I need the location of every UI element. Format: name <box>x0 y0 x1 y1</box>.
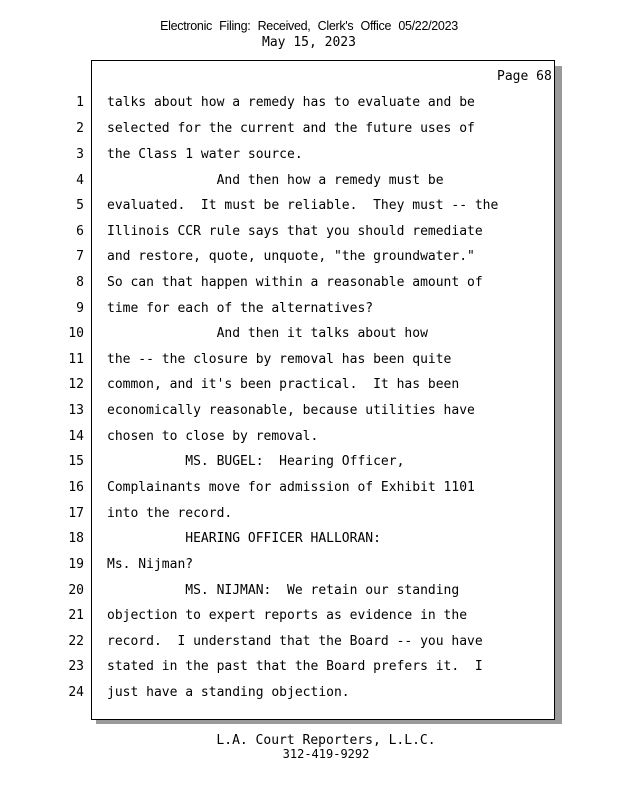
line-text: and restore, quote, unquote, "the groundwater." <box>107 249 475 264</box>
line-text: talks about how a remedy has to evaluate and be <box>107 95 475 110</box>
line-text: And then how a remedy must be <box>107 173 444 188</box>
line-text: time for each of the alternatives? <box>107 301 374 316</box>
line-number: 23 <box>68 659 84 674</box>
line-text: chosen to close by removal. <box>107 429 319 444</box>
line-number: 3 <box>76 147 84 162</box>
line-number: 16 <box>68 480 84 495</box>
line-text: just have a standing objection. <box>107 685 350 700</box>
line-number: 9 <box>76 301 84 316</box>
line-number: 2 <box>76 121 84 136</box>
transcript-date: May 15, 2023 <box>262 35 356 50</box>
reporter-company: L.A. Court Reporters, L.L.C. <box>216 733 436 748</box>
line-number: 24 <box>68 685 84 700</box>
line-text: stated in the past that the Board prefers it. I <box>107 659 483 674</box>
line-text: record. I understand that the Board -- you have <box>107 634 483 649</box>
line-text: selected for the current and the future uses of <box>107 121 475 136</box>
line-number: 19 <box>68 557 84 572</box>
line-text: Illinois CCR rule says that you should remediate <box>107 224 483 239</box>
line-text: objection to expert reports as evidence in the <box>107 608 468 623</box>
line-text: into the record. <box>107 506 233 521</box>
line-number: 20 <box>68 583 84 598</box>
line-text: evaluated. It must be reliable. They must -- the <box>107 198 499 213</box>
line-number: 18 <box>68 531 84 546</box>
line-text: the Class 1 water source. <box>107 147 303 162</box>
reporter-phone: 312-419-9292 <box>282 747 370 761</box>
line-text: common, and it's been practical. It has been <box>107 377 460 392</box>
line-number: 5 <box>76 198 84 213</box>
filing-stamp: Electronic Filing: Received, Clerk's Office 05/22/2023 <box>160 19 458 33</box>
line-number: 6 <box>76 224 84 239</box>
line-number: 17 <box>68 506 84 521</box>
line-text: the -- the closure by removal has been quite <box>107 352 452 367</box>
line-number: 14 <box>68 429 84 444</box>
line-number: 12 <box>68 377 84 392</box>
line-number: 8 <box>76 275 84 290</box>
page-number: Page 68 <box>497 69 552 84</box>
line-text: And then it talks about how <box>107 326 428 341</box>
line-number: 1 <box>76 95 84 110</box>
line-text: MS. NIJMAN: We retain our standing <box>107 583 460 598</box>
line-text: economically reasonable, because utilities have <box>107 403 475 418</box>
line-text: HEARING OFFICER HALLORAN: <box>107 531 381 546</box>
line-text: Complainants move for admission of Exhibit 1101 <box>107 480 475 495</box>
line-number: 21 <box>68 608 84 623</box>
line-number: 22 <box>68 634 84 649</box>
line-number: 15 <box>68 454 84 469</box>
line-number: 13 <box>68 403 84 418</box>
line-number: 10 <box>68 326 84 341</box>
line-number: 11 <box>68 352 84 367</box>
line-number: 4 <box>76 173 84 188</box>
line-text: Ms. Nijman? <box>107 557 194 572</box>
line-text: MS. BUGEL: Hearing Officer, <box>107 454 405 469</box>
line-text: So can that happen within a reasonable amount of <box>107 275 483 290</box>
line-number: 7 <box>76 249 84 264</box>
